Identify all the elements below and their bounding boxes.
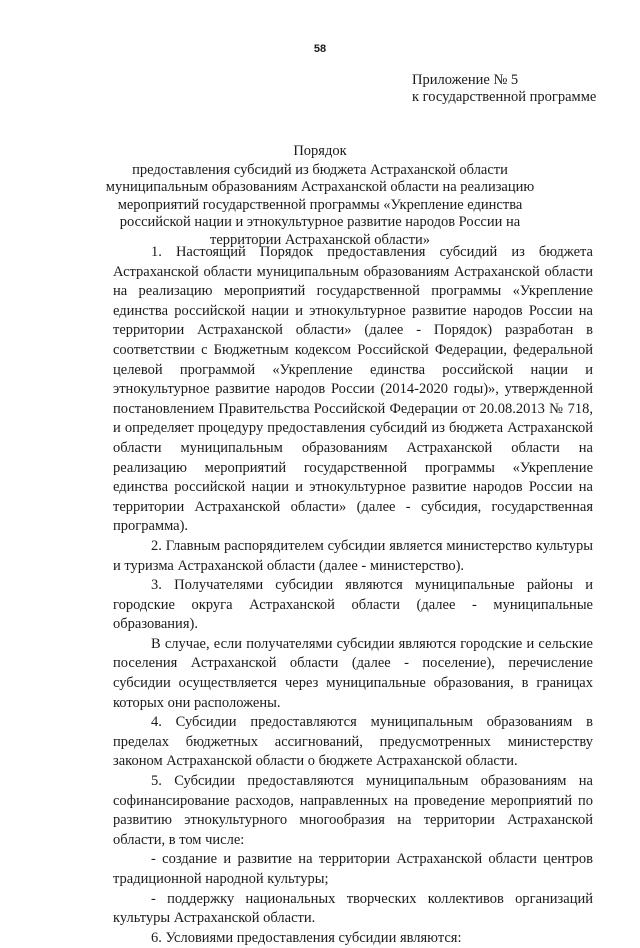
paragraph-3: 3. Получателями субсидии являются муниципальные районы и городские округа Астраханской области (далее - муниципальные образования). xyxy=(113,577,593,633)
list-item-collectives: - поддержку национальных творческих коллективов организаций культуры Астраханской области. xyxy=(113,890,593,927)
paragraph-3-note: В случае, если получателями субсидии являются городские и сельские поселения Астраханской области (далее - поселение), перечисление субсидии осуществляется через муниципальные образования, в границах которых они расположены. xyxy=(113,635,593,711)
list-item-centers: - создание и развитие на территории Астраханской области центров традиционной народной культуры; xyxy=(113,851,593,887)
paragraph-2: 2. Главным распорядителем субсидии является министерство культуры и туризма Астраханской области (далее - министерство). xyxy=(113,537,593,574)
document-title xyxy=(100,143,540,249)
paragraph-6: 6. Условиями предоставления субсидии являются: xyxy=(151,929,462,946)
page-number: 58 xyxy=(313,43,327,55)
appendix-header xyxy=(412,72,596,106)
title-text: предоставления субсидий из бюджета Астраханской области муниципальным образованиям Астраханской области на реализацию мероприятий государственной программы «Укрепление единства российской нации и этнокультурное развитие народов России на территории Астраханской области» xyxy=(105,161,535,248)
paragraph-5: 5. Субсидии предоставляются муниципальным образованиям на софинансирование расходов, направленных на проведение мероприятий по развитию этнокультурного многообразия на территории Астраханской области, в том числе: xyxy=(113,773,593,848)
paragraph-4: 4. Субсидии предоставляются муниципальным образованиям в пределах бюджетных ассигнований, предусмотренных министерству законом Астраханской области о бюджете Астраханской области. xyxy=(113,714,593,770)
title-order-word: Порядок xyxy=(293,143,347,159)
appendix-line-2: к государственной программе xyxy=(412,89,597,105)
appendix-line-1: Приложение № 5 xyxy=(412,72,519,88)
document-body xyxy=(113,243,593,948)
paragraph-1: 1. Настоящий Порядок предоставления субсидий из бюджета Астраханской области муниципальным образованиям Астраханской области на реализацию мероприятий государственной программы «Укрепление единства российской нации и этнокультурное развитие народов России на территории Астраханской области» (далее - Порядок) разработан в соответствии с Бюджетным кодексом Российской Федерации, федеральной целевой программой «Укрепление единства российской нации и этнокультурное развитие народов России (2014-2020 годы)», утвержденной постановлением Правительства Российской Федерации от 20.08.2013 № 718, и определяет процедуру предоставления субсидий из бюджета Астраханской области муниципальным образованиям Астраханской области на реализацию мероприятий государственной программы «Укрепление единства российской нации и этнокультурное развитие народов России на территории Астраханской области» (далее - субсидия, государственная программа). xyxy=(113,244,593,535)
